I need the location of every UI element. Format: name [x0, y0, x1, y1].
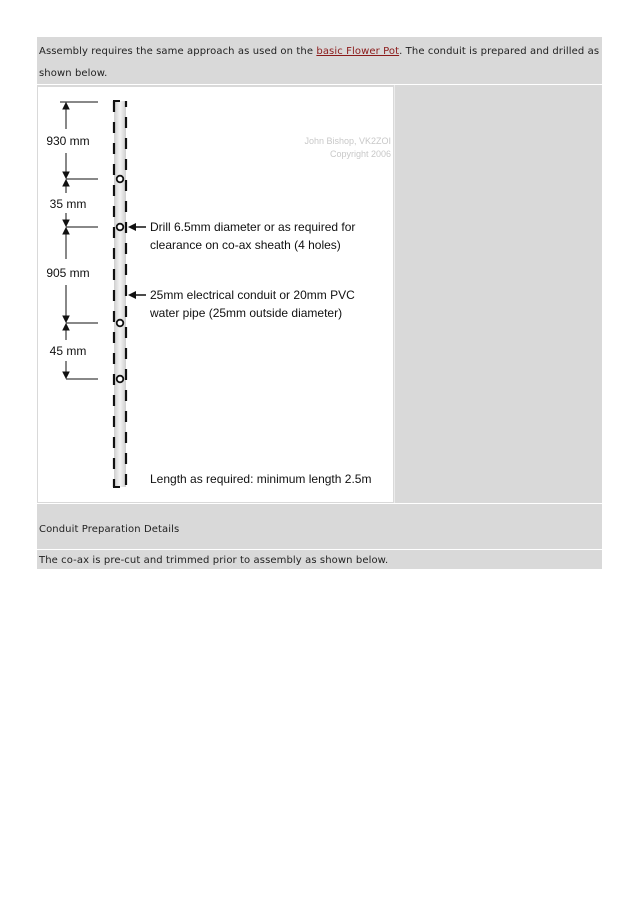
drill-hole-4 [117, 376, 124, 383]
conduit-note-line2: water pipe (25mm outside diameter) [150, 306, 343, 320]
drill-note-line1: Drill 6.5mm diameter or as required for [150, 220, 356, 234]
drill-hole-2 [117, 224, 124, 231]
figure-cell [37, 85, 602, 504]
coax-note: The co-ax is pre-cut and trimmed prior to assembly as shown below. [39, 555, 389, 566]
dimension-35mm: 35 mm [49, 197, 87, 211]
watermark-author: John Bishop, VK2ZOI [304, 136, 391, 146]
intro-text-after: . The conduit is prepared and drilled as shown below. [39, 46, 600, 79]
conduit-diagram [38, 87, 393, 502]
dimension-905mm: 905 mm [46, 266, 90, 280]
conduit-callout-arrow [128, 291, 146, 299]
watermark-copyright: Copyright 2006 [329, 149, 391, 159]
basic-flower-pot-link[interactable]: basic Flower Pot [316, 46, 400, 57]
intro-text-before: Assembly requires the same approach as used on the [39, 46, 317, 57]
conduit-pipe [113, 101, 126, 487]
length-note: Length as required: minimum length 2.5m [150, 472, 372, 486]
figure-caption: Conduit Preparation Details [37, 504, 602, 550]
drill-hole-3 [117, 320, 124, 327]
intro-paragraph [37, 37, 602, 85]
drill-callout-arrow [128, 223, 146, 231]
dimension-930mm: 930 mm [46, 134, 90, 148]
content-table [37, 37, 602, 569]
dimension-45mm: 45 mm [49, 344, 87, 358]
drill-note-line2: clearance on co-ax sheath (4 holes) [150, 238, 341, 252]
conduit-note-line1: 25mm electrical conduit or 20mm PVC [150, 288, 355, 302]
drill-hole-1 [117, 176, 124, 183]
cell-divider [394, 85, 395, 503]
